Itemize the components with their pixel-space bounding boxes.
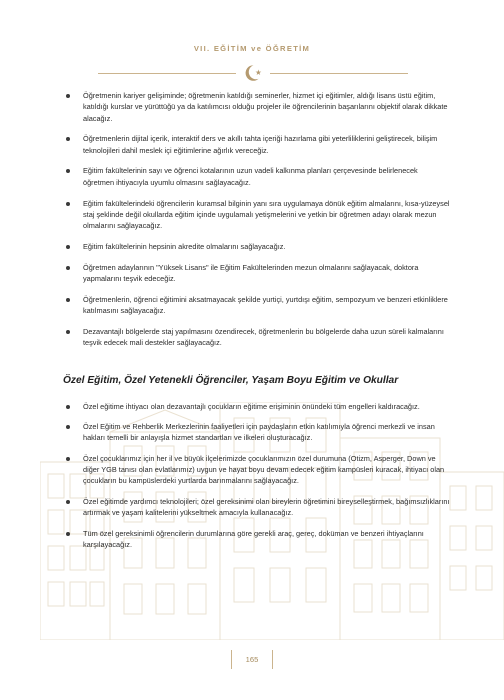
list-item: Tüm özel gereksinimli öğrencilerin durumlarına göre gerekli araç, gereç, doküman ve benzeri ihtiyaçlarını karşılayacağız. bbox=[66, 528, 450, 551]
page-content bbox=[63, 90, 450, 559]
page-number: 165 bbox=[231, 650, 273, 669]
crescent-star-icon bbox=[243, 63, 263, 83]
bullet-icon bbox=[66, 405, 70, 409]
chapter-title: VII. EĞİTİM ve ÖĞRETİM bbox=[193, 44, 311, 53]
teacher-policy-list bbox=[66, 90, 450, 349]
header-divider-left bbox=[98, 73, 236, 74]
bullet-icon bbox=[66, 169, 70, 173]
list-item: Eğitim fakültelerindeki öğrencilerin kuramsal bilginin yanı sıra uygulamaya dönük eğitim almalarını, kısa-yüzeysel staj şeklinde değil okullarda eğitim içinde uygulamalı yetişmelerini ve yetkin bir öğretmen adayı olarak mezun olmalarını sağlayacağız. bbox=[66, 198, 450, 232]
bullet-icon bbox=[66, 425, 70, 429]
bullet-icon bbox=[66, 245, 70, 249]
bullet-icon bbox=[66, 457, 70, 461]
bullet-icon bbox=[66, 330, 70, 334]
list-item: Özel çocuklarımız için her il ve büyük ilçelerimizde çocuklarımızın özel durumuna (Otizm, Asperger, Down ve diğer YGB tanısı olan evlatlarımız) uygun ve hayat boyu devam edecek eğitim kampüsleri kuracak, ihtiyacı olan çocukların bu kampüslerdeki yurtlarda barınmalarını sağlayacağız. bbox=[66, 453, 450, 487]
bullet-icon bbox=[66, 137, 70, 141]
bullet-icon bbox=[66, 94, 70, 98]
list-item: Eğitim fakültelerinin sayı ve öğrenci kotalarının uzun vadeli kalkınma planları çerçevesinde belirlenecek öğretmen ihtiyacıyla uyumlu olmasını sağlayacağız. bbox=[66, 165, 450, 188]
bullet-icon bbox=[66, 202, 70, 206]
bullet-icon bbox=[66, 500, 70, 504]
special-education-list bbox=[66, 401, 450, 551]
list-item: Dezavantajlı bölgelerde staj yapılmasını özendirecek, öğretmenlerin bu bölgelerde daha uzun süreli kalmalarını teşvik edecek mali destekler sağlayacağız. bbox=[66, 326, 450, 349]
section-heading: Özel Eğitim, Özel Yetenekli Öğrenciler, Yaşam Boyu Eğitim ve Okullar bbox=[63, 374, 399, 386]
list-item: Öğretmenlerin, öğrenci eğitimini aksatmayacak şekilde yurtiçi, yurtdışı eğitim, sempozyum ve benzeri etkinliklere katılmasını sağlayacağız. bbox=[66, 294, 450, 317]
list-item: Özel eğitimde yardımcı teknolojileri; özel gereksinimi olan bireylerin öğretimini bireyselleştirmek, bağımsızlıklarını artırmak ve yaşam kalitelerini yükseltmek amacıyla kullanacağız. bbox=[66, 496, 450, 519]
list-item: Özel eğitime ihtiyacı olan dezavantajlı çocukların eğitime erişiminin önündeki tüm engelleri kaldıracağız. bbox=[66, 401, 450, 412]
bullet-icon bbox=[66, 266, 70, 270]
list-item: Eğitim fakültelerinin hepsinin akredite olmalarını sağlayacağız. bbox=[66, 241, 450, 252]
header-divider-right bbox=[270, 73, 408, 74]
list-item: Öğretmenlerin dijital içerik, interaktif ders ve akıllı tahta içeriği hazırlama gibi yeterliliklerini geliştirecek, bilişim teknolojileri dahil meslek içi eğitimlerine ağırlık vereceğiz. bbox=[66, 133, 450, 156]
list-item: Öğretmenin kariyer gelişiminde; öğretmenin katıldığı seminerler, hizmet içi eğitimler, aldığı lisans üstü eğitim, katıldığı kurslar ve yürüttüğü ya da katılımcısı olduğu projeler ile öğrencilerinin başarılarını objektif olarak dikkate alacağız. bbox=[66, 90, 450, 124]
bullet-icon bbox=[66, 532, 70, 536]
bullet-icon bbox=[66, 298, 70, 302]
list-item: Öğretmen adaylarının "Yüksek Lisans" ile Eğitim Fakültelerinden mezun olmalarını sağlayacak, doktora yapmalarını teşvik edeceğiz. bbox=[66, 262, 450, 285]
list-item: Özel Eğitim ve Rehberlik Merkezlerinin faaliyetleri için paydaşların etkin katılımıyla öğrenci merkezli ve insan hakları temelli bir anlayışla hizmet standartları ve ilkeleri oluşturacağız. bbox=[66, 421, 450, 444]
